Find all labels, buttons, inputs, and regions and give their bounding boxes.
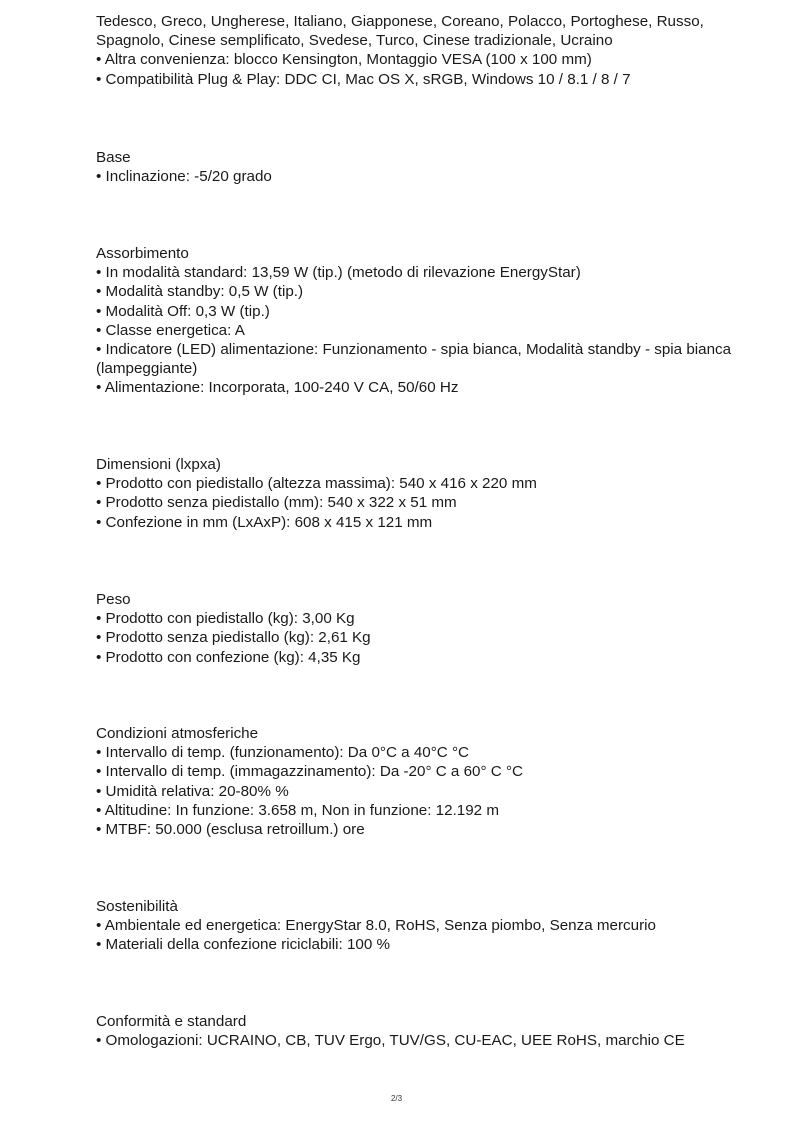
list-item: • Alimentazione: Incorporata, 100-240 V CA, 50/60 Hz bbox=[96, 379, 459, 397]
list-item: • Prodotto senza piedistallo (kg): 2,61 Kg bbox=[96, 629, 371, 647]
section-sostenibilita bbox=[96, 897, 756, 955]
list-item: • Ambientale ed energetica: EnergyStar 8.0, RoHS, Senza piombo, Senza mercurio bbox=[96, 917, 656, 935]
list-item: • Materiali della confezione riciclabili: 100 % bbox=[96, 936, 391, 954]
list-item: • Altitudine: In funzione: 3.658 m, Non in funzione: 12.192 m bbox=[96, 801, 499, 819]
list-item: • Omologazioni: UCRAINO, CB, TUV Ergo, TUV/GS, CU-EAC, UEE RoHS, marchio CE bbox=[96, 1032, 685, 1050]
section-assorbimento bbox=[96, 244, 756, 398]
list-item: • Prodotto senza piedistallo (mm): 540 x 322 x 51 mm bbox=[96, 494, 457, 512]
list-item: • Prodotto con confezione (kg): 4,35 Kg bbox=[96, 648, 361, 666]
list-item: • Classe energetica: A bbox=[96, 321, 245, 339]
list-item: • Inclinazione: -5/20 grado bbox=[96, 168, 272, 186]
section-title: Base bbox=[96, 149, 131, 166]
section-title: Sostenibilità bbox=[96, 898, 178, 915]
list-item: • Prodotto con piedistallo (altezza massima): 540 x 416 x 220 mm bbox=[96, 475, 537, 493]
section-dimensioni bbox=[96, 455, 756, 532]
language-list: Tedesco, Greco, Ungherese, Italiano, Giapponese, Coreano, Polacco, Portoghese, Russo, Spagnolo, Cinese semplificato, Svedese, Turco, Cinese tradizionale, Ucraino bbox=[96, 13, 704, 50]
intro-block bbox=[96, 12, 756, 89]
section-title: Conformità e standard bbox=[96, 1013, 247, 1030]
list-item: • Compatibilità Plug & Play: DDC CI, Mac OS X, sRGB, Windows 10 / 8.1 / 8 / 7 bbox=[96, 70, 631, 88]
list-item: • In modalità standard: 13,59 W (tip.) (metodo di rilevazione EnergyStar) bbox=[96, 264, 581, 282]
section-title: Dimensioni (lxpxa) bbox=[96, 456, 221, 473]
list-item: • Modalità standby: 0,5 W (tip.) bbox=[96, 283, 304, 301]
list-item: • MTBF: 50.000 (esclusa retroillum.) ore bbox=[96, 821, 365, 839]
section-condizioni-atmosferiche bbox=[96, 724, 756, 839]
list-item: • Umidità relativa: 20-80% % bbox=[96, 782, 289, 800]
section-base bbox=[96, 148, 756, 186]
list-item: • Intervallo di temp. (funzionamento): Da 0°C a 40°C °C bbox=[96, 744, 470, 762]
section-title: Peso bbox=[96, 591, 131, 608]
section-conformita bbox=[96, 1012, 756, 1050]
list-item: • Altra convenienza: blocco Kensington, Montaggio VESA (100 x 100 mm) bbox=[96, 51, 592, 69]
list-item: • Prodotto con piedistallo (kg): 3,00 Kg bbox=[96, 610, 355, 628]
list-item: • Modalità Off: 0,3 W (tip.) bbox=[96, 302, 270, 320]
section-title: Condizioni atmosferiche bbox=[96, 725, 259, 742]
section-title: Assorbimento bbox=[96, 245, 189, 262]
page-number: 2/3 bbox=[390, 1094, 403, 1103]
list-item: • Indicatore (LED) alimentazione: Funzionamento - spia bianca, Modalità standby - spia bianca (lampeggiante) bbox=[96, 341, 732, 378]
section-peso bbox=[96, 590, 756, 667]
list-item: • Confezione in mm (LxAxP): 608 x 415 x 121 mm bbox=[96, 513, 433, 531]
list-item: • Intervallo di temp. (immagazzinamento): Da -20° C a 60° C °C bbox=[96, 763, 524, 781]
